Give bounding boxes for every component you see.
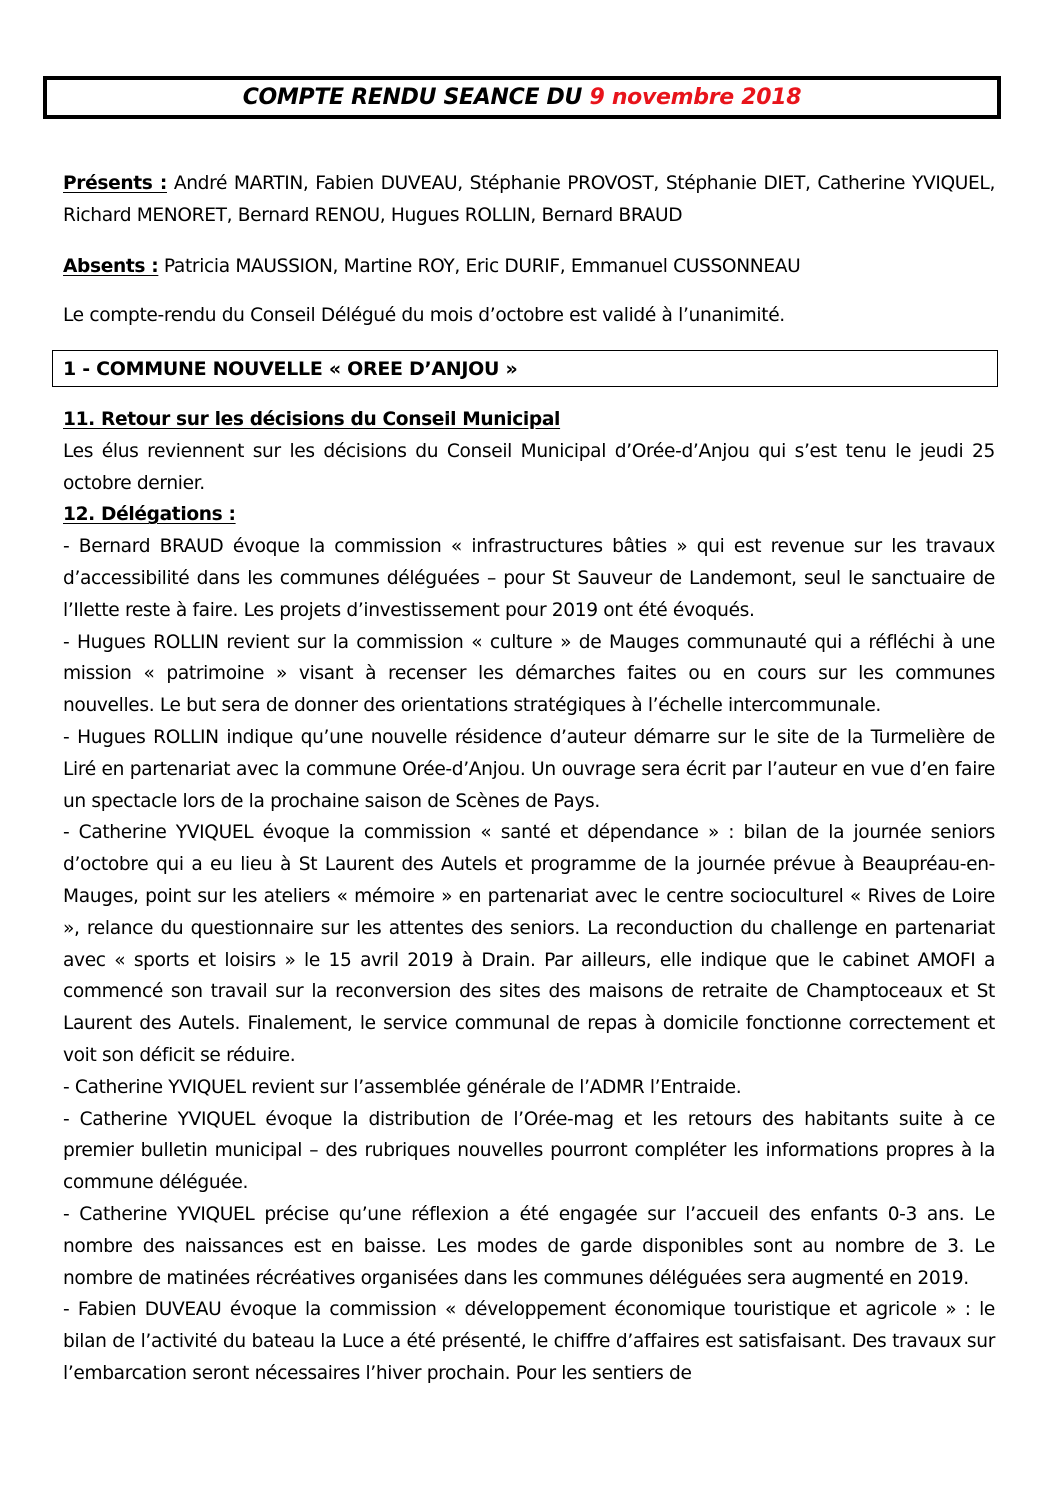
absent-names: Patricia MAUSSION, Martine ROY, Eric DURIF, Emmanuel CUSSONNEAU — [163, 256, 801, 277]
section-heading: 1 - COMMUNE NOUVELLE « OREE D’ANJOU » — [63, 357, 518, 380]
absent-label: Absents : — [63, 256, 159, 277]
subsection-heading-11: 11. Retour sur les décisions du Conseil Municipal — [63, 409, 561, 430]
paragraph-delegation-duveau: - Fabien DUVEAU évoque la commission « développement économique touristique et agricole » : le bilan de l’activité du bateau la Luce a été présenté, le chiffre d’affaires est satisfaisant. Des travaux sur l’embarcation seront nécessaires l’hiver prochain. Pour les sentiers de — [63, 1299, 995, 1384]
paragraph-council-decisions: Les élus reviennent sur les décisions du Conseil Municipal d’Orée-d’Anjou qui s’est tenu le jeudi 25 octobre dernier. — [63, 440, 995, 494]
paragraph-delegation-yviquel-enfance: - Catherine YVIQUEL précise qu’une réflexion a été engagée sur l’accueil des enfants 0-3 ans. Le nombre des naissances est en baisse. Les modes de garde disponibles sont au nombre de 3. Le nombre de matinées récréatives organisées dans les communes déléguées sera augmenté en 2019. — [63, 1203, 995, 1289]
attendees-absent — [63, 251, 995, 283]
document-title — [243, 85, 802, 110]
approval-statement: Le compte-rendu du Conseil Délégué du mois d’octobre est validé à l’unanimité. — [63, 305, 785, 326]
title-prefix: COMPTE RENDU SEANCE DU — [242, 85, 583, 110]
present-label: Présents : — [63, 173, 167, 194]
paragraph-delegation-rollin-residence: - Hugues ROLLIN indique qu’une nouvelle résidence d’auteur démarre sur le site de la Turmelière de Liré en partenariat avec la commune Orée-d’Anjou. Un ouvrage sera écrit par l’auteur en vue d’en faire un spectacle lors de la prochaine saison de Scènes de Pays. — [63, 726, 995, 812]
paragraph-delegation-braud: - Bernard BRAUD évoque la commission « infrastructures bâties » qui est revenue sur les travaux d’accessibilité dans les communes déléguées – pour St Sauveur de Landemont, seul le sanctuaire de l’Ilette reste à faire. Les projets d’investissement pour 2019 ont été évoqués. — [63, 536, 995, 621]
present-names: André MARTIN, Fabien DUVEAU, Stéphanie PROVOST, Stéphanie DIET, Catherine YVIQUEL, Richard MENORET, Bernard RENOU, Hugues ROLLIN, Bernard BRAUD — [63, 173, 996, 226]
attendees-present — [63, 168, 995, 232]
paragraph-delegation-rollin-culture: - Hugues ROLLIN revient sur la commission « culture » de Mauges communauté qui a réfléchi à une mission « patrimoine » visant à recenser les démarches faites ou en cours sur les communes nouvelles. Le but sera de donner des orientations stratégiques à l’échelle intercommunale. — [63, 631, 995, 717]
title-date: 9 novembre 2018 — [589, 85, 802, 110]
paragraph-delegation-yviquel-oreemag: - Catherine YVIQUEL évoque la distribution de l’Orée-mag et les retours des habitants suite à ce premier bulletin municipal – des rubriques nouvelles pourront compléter les informations propres à la commune déléguée. — [63, 1108, 995, 1194]
title-box — [43, 76, 1001, 119]
paragraph-delegation-yviquel-sante: - Catherine YVIQUEL évoque la commission « santé et dépendance » : bilan de la journée seniors d’octobre qui a eu lieu à St Laurent des Autels et programme de la journée prévue à Beaupréau-en-Mauges, point sur les ateliers « mémoire » en partenariat avec le centre socioculturel « Rives de Loire », relance du questionnaire sur les attentes des seniors. La reconduction du challenge en partenariat avec « sports et loisirs » le 15 avril 2019 à Drain. Par ailleurs, elle indique que le cabinet AMOFI a commencé son travail sur la reconversion des sites des maisons de retraite de Champtoceaux et St Laurent des Autels. Finalement, le service communal de repas à domicile fonctionne correctement et voit son déficit se réduire. — [63, 822, 995, 1066]
subsection-heading-12: 12. Délégations : — [63, 504, 236, 526]
section-content — [63, 404, 995, 1390]
section-header-box — [52, 350, 998, 387]
paragraph-delegation-yviquel-admr: - Catherine YVIQUEL revient sur l’assemblée générale de l’ADMR l’Entraide. — [63, 1076, 742, 1098]
